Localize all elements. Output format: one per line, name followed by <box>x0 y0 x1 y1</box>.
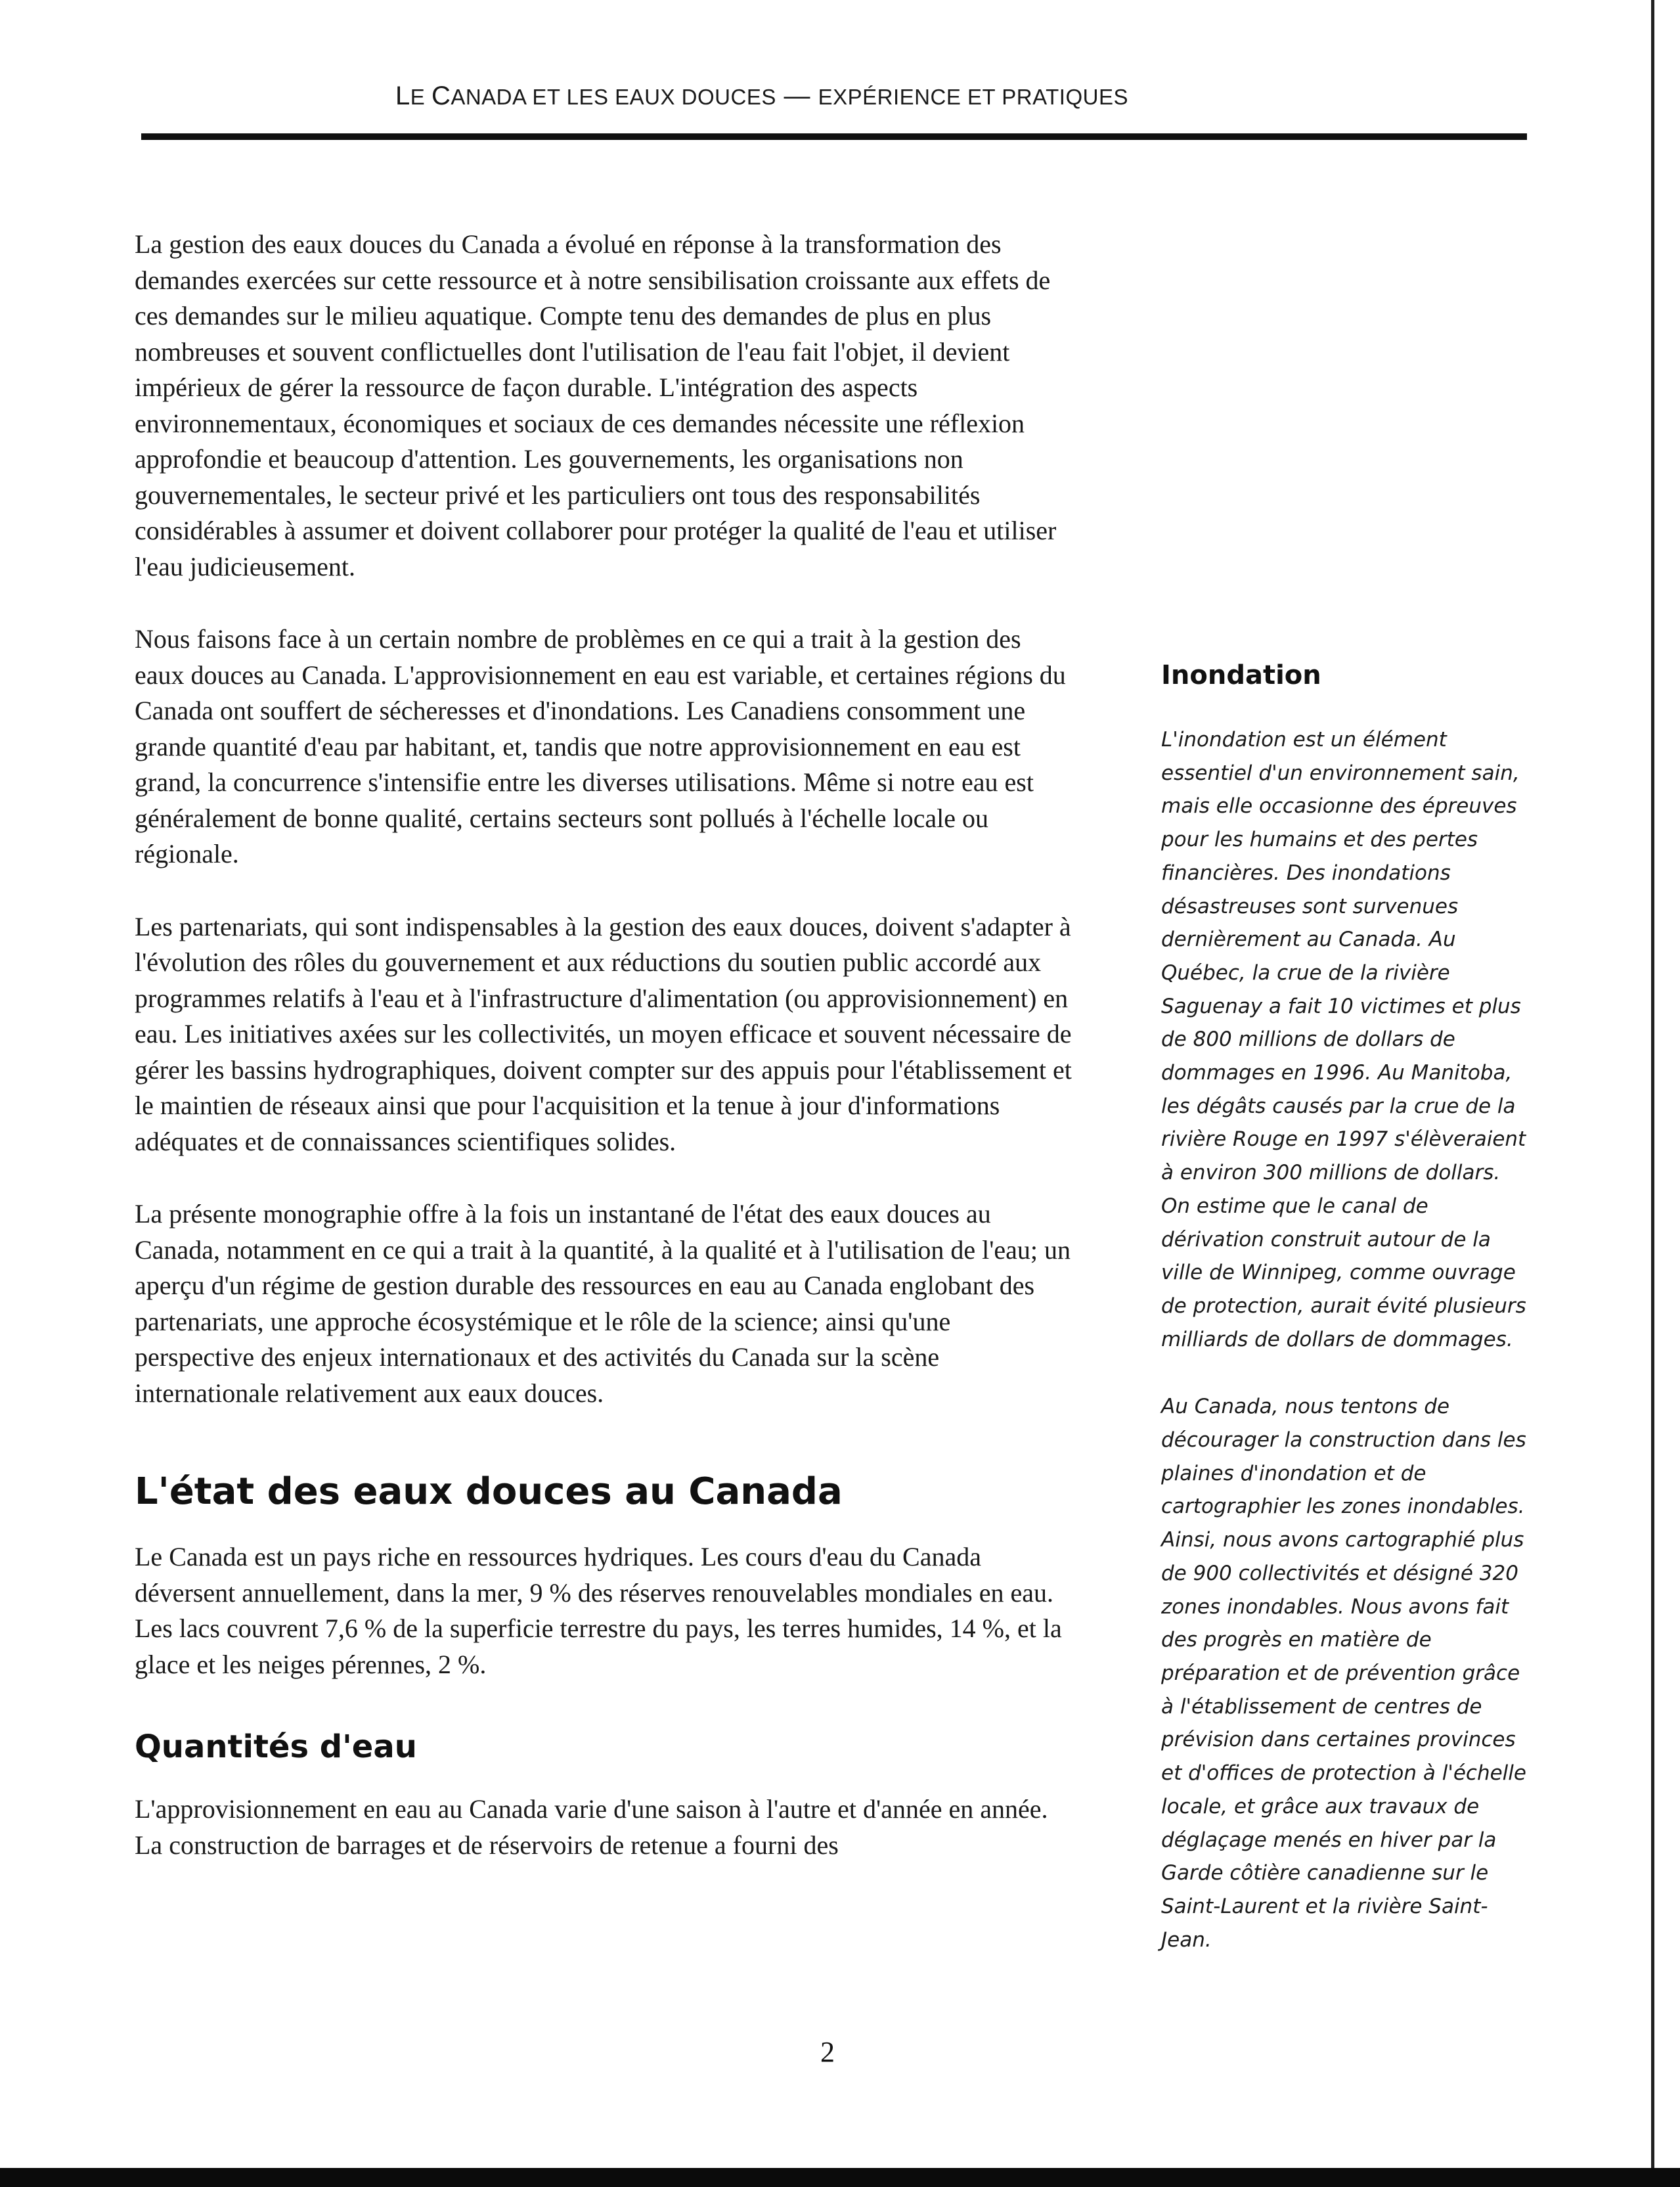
section-heading: L'état des eaux douces au Canada <box>135 1470 843 1513</box>
body-paragraph: La présente monographie offre à la fois un instantané de l'état des eaux douces au Canada, notamment en ce qui a trait à la quantité, à la qualité et à l'utilisation de l'eau; un aperçu d'un régime de gestion durable des ressources en eau au Canada englobant des partenariats, une approche écosystémique et le rôle de la science; ainsi qu'une perspective des enjeux internationaux et des activités du Canada sur la scène internationale relativement aux eaux douces. <box>135 1199 1071 1408</box>
body-paragraph: La gestion des eaux douces du Canada a évolué en réponse à la transformation des demandes exercées sur cette ressource et à notre sensibilisation croissante aux effets de ces demandes sur le milieu aquatique. Compte tenu des demandes de plus en plus nombreuses et souvent conflictuelles dont l'utilisation de l'eau fait l'objet, il devient impérieux de gérer la ressource de façon durable. L'intégration des aspects environnementaux, économiques et sociaux de ces demandes nécessite une réflexion approfondie et beaucoup d'attention. Les gouvernements, les organisations non gouvernementales, le secteur privé et les particuliers ont tous des responsabilités considérables à assumer et doivent collaborer pour protéger la qualité de l'eau et utiliser l'eau judicieusement. <box>135 229 1057 581</box>
running-header-segment: E <box>410 85 431 109</box>
page-number: 2 <box>820 2036 835 2068</box>
sidebar-paragraph: Au Canada, nous tentons de décourager la construction dans les plaines d'inondation et de cartographier les zones inondables. Ainsi, nous avons cartographié plus de 900 collectivités et désigné 320 zones inondables. Nous avons fait des progrès en matière de préparation et de prévention grâce à l'établissement de centres de prévision dans certaines provinces et d'offices de protection à l'échelle locale, et grâce aux travaux de déglaçage menés en hiver par la Garde côtière canadienne sur le Saint-Laurent et la rivière Saint-Jean. <box>1161 1395 1526 1952</box>
body-paragraph: Nous faisons face à un certain nombre de problèmes en ce qui a trait à la gestion des eaux douces au Canada. L'approvisionnement en eau est variable, et certaines régions du Canada ont souffert de sécheresses et d'inondations. Les Canadiens consomment une grande quantité d'eau par habitant, et, tandis que notre approvisionnement en eau est grand, la concurrence s'intensifie entre les diverses utilisations. Même si notre eau est généralement de bonne qualité, certains secteurs sont pollués à l'échelle locale ou régionale. <box>135 624 1066 868</box>
main-column <box>135 227 1074 1900</box>
sidebar-paragraph: L'inondation est un élément essentiel d'un environnement sain, mais elle occasionne des épreuves pour les humains et des pertes financières. Des inondations désastreuses sont survenues dernièrement au Canada. Au Québec, la crue de la rivière Saguenay a fait 10 victimes et plus de 800 millions de dollars de dommages en 1996. Au Manitoba, les dégâts causés par la crue de la rivière Rouge en 1997 s'élèveraient à environ 300 millions de dollars. On estime que le canal de dérivation construit autour de la ville de Winnipeg, comme ouvrage de protection, aurait évité plusieurs milliards de dollars de dommages. <box>1161 728 1526 1351</box>
subsection-heading: Quantités d'eau <box>135 1728 417 1765</box>
scan-bottom-band <box>0 2168 1680 2187</box>
scan-edge-line <box>1651 0 1654 2187</box>
running-header-segment: — <box>776 81 818 110</box>
running-header-segment: EXPÉRIENCE ET PRATIQUES <box>818 85 1128 109</box>
header-rule <box>141 133 1527 140</box>
sidebar-title: Inondation <box>1161 660 1321 690</box>
running-header-segment: C <box>431 81 451 110</box>
running-header-segment: ANADA ET LES EAUX DOUCES <box>451 85 776 109</box>
body-paragraph: Les partenariats, qui sont indispensables à la gestion des eaux douces, doivent s'adapter à l'évolution des rôles du gouvernement et aux réductions du soutien public accordé aux programmes relatifs à l'eau et à l'infrastructure d'alimentation (ou approvisionnement) en eau. Les initiatives axées sur les collectivités, un moyen efficace et souvent nécessaire de gérer les bassins hydrographiques, doivent compter sur des appuis pour l'établissement et le maintien de réseaux ainsi que pour l'acquisition et la tenue à jour d'informations adéquates et de connaissances scientifiques solides. <box>135 911 1072 1156</box>
running-header <box>144 81 1379 111</box>
body-paragraph: L'approvisionnement en eau au Canada varie d'une saison à l'autre et d'année en année. La construction de barrages et de réservoirs de retenue a fourni des <box>135 1794 1048 1860</box>
sidebar <box>1161 660 1536 1991</box>
body-paragraph: Le Canada est un pays riche en ressources hydriques. Les cours d'eau du Canada déversent annuellement, dans la mer, 9 % des réserves renouvelables mondiales en eau. Les lacs couvrent 7,6 % de la superficie terrestre du pays, les terres humides, 14 %, et la glace et les neiges pérennes, 2 %. <box>135 1542 1062 1679</box>
running-header-segment: L <box>395 81 410 110</box>
